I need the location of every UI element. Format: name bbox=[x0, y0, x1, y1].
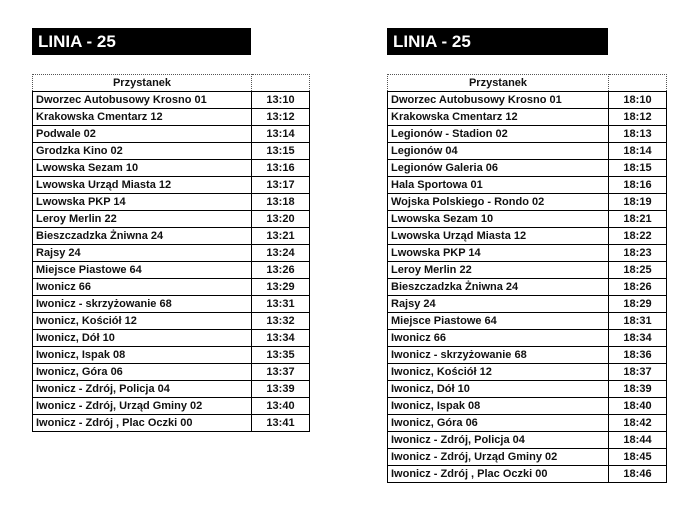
time-column-header bbox=[252, 75, 310, 92]
departure-time-cell: 13:20 bbox=[252, 211, 310, 228]
table-row bbox=[33, 296, 310, 313]
table-row bbox=[33, 109, 310, 126]
table-row bbox=[388, 126, 667, 143]
stop-name-cell: Iwonicz 66 bbox=[33, 279, 252, 296]
table-row bbox=[388, 245, 667, 262]
departure-time-cell: 13:29 bbox=[252, 279, 310, 296]
departure-time-cell: 13:31 bbox=[252, 296, 310, 313]
table-row bbox=[388, 313, 667, 330]
departure-time-cell: 18:44 bbox=[609, 432, 667, 449]
departure-time-cell: 13:21 bbox=[252, 228, 310, 245]
timetable bbox=[32, 74, 310, 432]
departure-time-cell: 18:36 bbox=[609, 347, 667, 364]
stop-name-cell: Iwonicz 66 bbox=[388, 330, 609, 347]
departure-time-cell: 18:23 bbox=[609, 245, 667, 262]
stop-name-cell: Lwowska PKP 14 bbox=[388, 245, 609, 262]
departure-time-cell: 18:42 bbox=[609, 415, 667, 432]
stop-name-cell: Wojska Polskiego - Rondo 02 bbox=[388, 194, 609, 211]
table-row bbox=[33, 415, 310, 432]
stop-name-cell: Legionów Galeria 06 bbox=[388, 160, 609, 177]
stop-name-cell: Lwowska Urząd Miasta 12 bbox=[388, 228, 609, 245]
departure-time-cell: 18:10 bbox=[609, 92, 667, 109]
stop-name-cell: Bieszczadzka Żniwna 24 bbox=[33, 228, 252, 245]
stop-name-cell: Hala Sportowa 01 bbox=[388, 177, 609, 194]
table-row bbox=[33, 177, 310, 194]
stop-name-cell: Iwonicz, Ispak 08 bbox=[33, 347, 252, 364]
departure-time-cell: 13:12 bbox=[252, 109, 310, 126]
table-row bbox=[33, 262, 310, 279]
table-row bbox=[388, 296, 667, 313]
departure-time-cell: 13:18 bbox=[252, 194, 310, 211]
stop-name-cell: Lwowska Urząd Miasta 12 bbox=[33, 177, 252, 194]
departure-time-cell: 18:19 bbox=[609, 194, 667, 211]
table-row bbox=[388, 364, 667, 381]
table-row bbox=[33, 211, 310, 228]
stop-name-cell: Legionów - Stadion 02 bbox=[388, 126, 609, 143]
departure-time-cell: 13:24 bbox=[252, 245, 310, 262]
stop-name-cell: Krakowska Cmentarz 12 bbox=[33, 109, 252, 126]
departure-time-cell: 13:40 bbox=[252, 398, 310, 415]
stop-name-cell: Leroy Merlin 22 bbox=[388, 262, 609, 279]
stop-name-cell: Iwonicz, Kościół 12 bbox=[33, 313, 252, 330]
departure-time-cell: 18:39 bbox=[609, 381, 667, 398]
table-header-row bbox=[388, 75, 667, 92]
departure-time-cell: 13:26 bbox=[252, 262, 310, 279]
stop-name-cell: Rajsy 24 bbox=[33, 245, 252, 262]
stop-name-cell: Bieszczadzka Żniwna 24 bbox=[388, 279, 609, 296]
stop-name-cell: Iwonicz, Dół 10 bbox=[33, 330, 252, 347]
stop-name-cell: Lwowska PKP 14 bbox=[33, 194, 252, 211]
table-row bbox=[33, 279, 310, 296]
stop-name-cell: Dworzec Autobusowy Krosno 01 bbox=[33, 92, 252, 109]
departure-time-cell: 18:12 bbox=[609, 109, 667, 126]
departure-time-cell: 13:39 bbox=[252, 381, 310, 398]
table-row bbox=[33, 245, 310, 262]
stop-column-header: Przystanek bbox=[388, 75, 609, 92]
table-row bbox=[388, 109, 667, 126]
table-row bbox=[388, 92, 667, 109]
table-row bbox=[388, 194, 667, 211]
table-row bbox=[388, 449, 667, 466]
stop-name-cell: Iwonicz - Zdrój, Urząd Gminy 02 bbox=[388, 449, 609, 466]
table-row bbox=[33, 228, 310, 245]
departure-time-cell: 18:21 bbox=[609, 211, 667, 228]
stop-name-cell: Lwowska Sezam 10 bbox=[33, 160, 252, 177]
table-row bbox=[33, 160, 310, 177]
table-row bbox=[388, 211, 667, 228]
stop-name-cell: Miejsce Piastowe 64 bbox=[388, 313, 609, 330]
departure-time-cell: 18:46 bbox=[609, 466, 667, 483]
departure-time-cell: 18:29 bbox=[609, 296, 667, 313]
stop-name-cell: Lwowska Sezam 10 bbox=[388, 211, 609, 228]
stop-name-cell: Iwonicz - Zdrój , Plac Oczki 00 bbox=[33, 415, 252, 432]
departure-time-cell: 13:16 bbox=[252, 160, 310, 177]
stop-name-cell: Iwonicz, Góra 06 bbox=[388, 415, 609, 432]
table-row bbox=[33, 347, 310, 364]
stop-name-cell: Iwonicz - Zdrój, Policja 04 bbox=[388, 432, 609, 449]
table-row bbox=[388, 228, 667, 245]
departure-time-cell: 13:15 bbox=[252, 143, 310, 160]
stop-name-cell: Dworzec Autobusowy Krosno 01 bbox=[388, 92, 609, 109]
departure-time-cell: 13:14 bbox=[252, 126, 310, 143]
table-header-row bbox=[33, 75, 310, 92]
table-row bbox=[33, 330, 310, 347]
table-row bbox=[388, 466, 667, 483]
departure-time-cell: 18:40 bbox=[609, 398, 667, 415]
stop-name-cell: Iwonicz, Dół 10 bbox=[388, 381, 609, 398]
stop-name-cell: Iwonicz - Zdrój, Policja 04 bbox=[33, 381, 252, 398]
table-row bbox=[388, 143, 667, 160]
table-row bbox=[388, 262, 667, 279]
line-title: LINIA - 25 bbox=[32, 28, 251, 55]
departure-time-cell: 18:31 bbox=[609, 313, 667, 330]
table-row bbox=[33, 364, 310, 381]
departure-time-cell: 18:15 bbox=[609, 160, 667, 177]
stop-name-cell: Rajsy 24 bbox=[388, 296, 609, 313]
table-row bbox=[33, 92, 310, 109]
departure-time-cell: 18:45 bbox=[609, 449, 667, 466]
timetable-panel-left bbox=[32, 28, 310, 432]
table-row bbox=[388, 279, 667, 296]
line-title: LINIA - 25 bbox=[387, 28, 608, 55]
stop-name-cell: Podwale 02 bbox=[33, 126, 252, 143]
table-row bbox=[388, 330, 667, 347]
table-row bbox=[33, 398, 310, 415]
stop-name-cell: Iwonicz - Zdrój, Urząd Gminy 02 bbox=[33, 398, 252, 415]
departure-time-cell: 13:34 bbox=[252, 330, 310, 347]
timetable-panel-right bbox=[387, 28, 667, 483]
departure-time-cell: 13:37 bbox=[252, 364, 310, 381]
departure-time-cell: 18:25 bbox=[609, 262, 667, 279]
table-row bbox=[388, 415, 667, 432]
stop-name-cell: Iwonicz, Góra 06 bbox=[33, 364, 252, 381]
table-row bbox=[33, 381, 310, 398]
departure-time-cell: 13:17 bbox=[252, 177, 310, 194]
table-row bbox=[388, 432, 667, 449]
table-row bbox=[388, 160, 667, 177]
departure-time-cell: 13:32 bbox=[252, 313, 310, 330]
stop-name-cell: Grodzka Kino 02 bbox=[33, 143, 252, 160]
stop-name-cell: Iwonicz - skrzyżowanie 68 bbox=[33, 296, 252, 313]
stop-name-cell: Legionów 04 bbox=[388, 143, 609, 160]
table-row bbox=[388, 398, 667, 415]
departure-time-cell: 18:13 bbox=[609, 126, 667, 143]
table-row bbox=[33, 313, 310, 330]
departure-time-cell: 13:35 bbox=[252, 347, 310, 364]
departure-time-cell: 18:37 bbox=[609, 364, 667, 381]
table-row bbox=[388, 381, 667, 398]
departure-time-cell: 18:22 bbox=[609, 228, 667, 245]
stop-name-cell: Leroy Merlin 22 bbox=[33, 211, 252, 228]
departure-time-cell: 18:16 bbox=[609, 177, 667, 194]
stop-name-cell: Iwonicz, Ispak 08 bbox=[388, 398, 609, 415]
table-row bbox=[33, 143, 310, 160]
timetable bbox=[387, 74, 667, 483]
departure-time-cell: 13:41 bbox=[252, 415, 310, 432]
departure-time-cell: 18:34 bbox=[609, 330, 667, 347]
time-column-header bbox=[609, 75, 667, 92]
departure-time-cell: 13:10 bbox=[252, 92, 310, 109]
stop-name-cell: Iwonicz - skrzyżowanie 68 bbox=[388, 347, 609, 364]
table-row bbox=[388, 177, 667, 194]
stop-column-header: Przystanek bbox=[33, 75, 252, 92]
table-row bbox=[33, 194, 310, 211]
stop-name-cell: Iwonicz - Zdrój , Plac Oczki 00 bbox=[388, 466, 609, 483]
table-row bbox=[388, 347, 667, 364]
stop-name-cell: Krakowska Cmentarz 12 bbox=[388, 109, 609, 126]
departure-time-cell: 18:26 bbox=[609, 279, 667, 296]
stop-name-cell: Iwonicz, Kościół 12 bbox=[388, 364, 609, 381]
departure-time-cell: 18:14 bbox=[609, 143, 667, 160]
table-row bbox=[33, 126, 310, 143]
stop-name-cell: Miejsce Piastowe 64 bbox=[33, 262, 252, 279]
